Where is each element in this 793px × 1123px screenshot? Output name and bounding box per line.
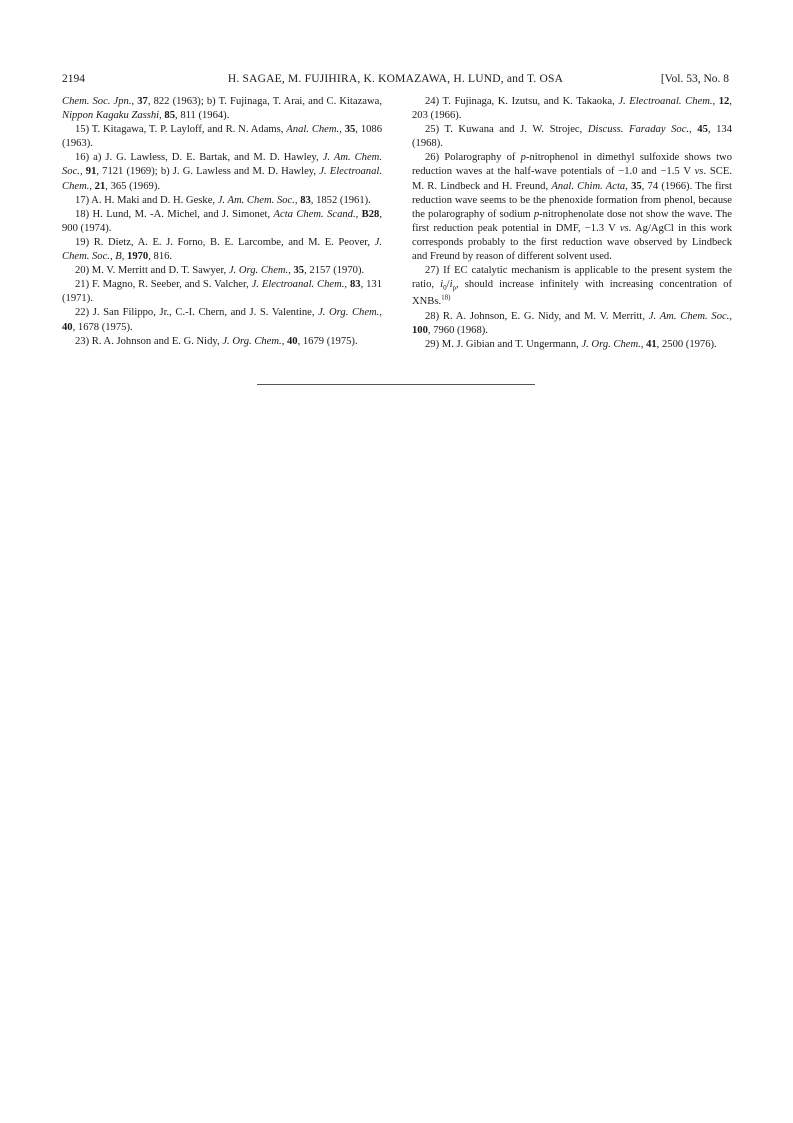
page-number: 2194	[62, 73, 85, 85]
reference-25: 25) T. Kuwana and J. W. Strojec, Discuss. Faraday Soc., 45, 134 (1968).	[412, 124, 732, 150]
running-authors: H. SAGAE, M. FUJIHIRA, K. KOMAZAWA, H. LUND, and T. OSA	[227, 73, 564, 85]
running-header	[62, 69, 729, 89]
reference-16: 16) a) J. G. Lawless, D. E. Bartak, and M. D. Hawley, J. Am. Chem. Soc., 91, 7121 (1969); b) J. G. Lawless and M. D. Hawley, J. Electroanal. Chem., 21, 365 (1969).	[62, 152, 382, 192]
reference-23: 23) R. A. Johnson and E. G. Nidy, J. Org. Chem., 40, 1679 (1975).	[75, 335, 358, 347]
reference-26: 26) Polarography of p-nitrophenol in dimethyl sulfoxide shows two reduction waves at the half-wave potentials of −1.0 and −1.5 V vs. SCE. M. R. Lindbeck and H. Freund, Anal. Chim. Acta, 35, 74 (1966). The first reduction wave seems to be the phenoxide formation from phenol, because the polarography of sodium p-nitrophenolate dose not show the wave. The first reduction peak potential in DMF, −1.3 V vs. Ag/AgCl in this work corresponds probably to the first reduction wave observed by Lindbeck and Freund by reason of different solvent used.	[412, 152, 733, 263]
reference-22: 22) J. San Filippo, Jr., C.-I. Chern, and J. S. Valentine, J. Org. Chem., 40, 1678 (1975).	[62, 307, 382, 333]
volume-info: [Vol. 53, No. 8	[660, 73, 729, 85]
reference-21: 21) F. Magno, R. Seeber, and S. Valcher, J. Electroanal. Chem., 83, 131 (1971).	[62, 279, 382, 305]
end-of-article-rule	[257, 384, 535, 385]
references-right-column	[412, 95, 732, 352]
reference-27: 27) If EC catalytic mechanism is applicable to the present system the ratio, $i_0/i_p$, should increase infinitely with increasing concentration of XNBs.$^{18)}$	[412, 265, 732, 308]
reference-17: 17) A. H. Maki and D. H. Geske, J. Am. Chem. Soc., 83, 1852 (1961).	[75, 194, 371, 206]
reference-28: 28) R. A. Johnson, E. G. Nidy, and M. V. Merritt, J. Am. Chem. Soc., 100, 7960 (1968).	[412, 310, 732, 336]
references-left-column	[62, 95, 382, 349]
reference-19: 19) R. Dietz, A. E. J. Forno, B. E. Larcombe, and M. E. Peover, J. Chem. Soc., B, 1970, 816.	[62, 236, 382, 263]
reference-14-continued: Chem. Soc. Jpn., 37, 822 (1963); b) T. Fujinaga, T. Arai, and C. Kitazawa, Nippon Kagaku Zasshi, 85, 811 (1964).	[62, 96, 382, 122]
reference-29: 29) M. J. Gibian and T. Ungermann, J. Org. Chem., 41, 2500 (1976).	[425, 338, 717, 350]
reference-18: 18) H. Lund, M. -A. Michel, and J. Simonet, Acta Chem. Scand., B28, 900 (1974).	[62, 208, 382, 234]
reference-20: 20) M. V. Merritt and D. T. Sawyer, J. Org. Chem., 35, 2157 (1970).	[75, 265, 365, 277]
reference-15: 15) T. Kitagawa, T. P. Layloff, and R. N. Adams, Anal. Chem., 35, 1086 (1963).	[62, 124, 382, 150]
reference-24: 24) T. Fujinaga, K. Izutsu, and K. Takaoka, J. Electroanal. Chem., 12, 203 (1966).	[412, 96, 732, 122]
